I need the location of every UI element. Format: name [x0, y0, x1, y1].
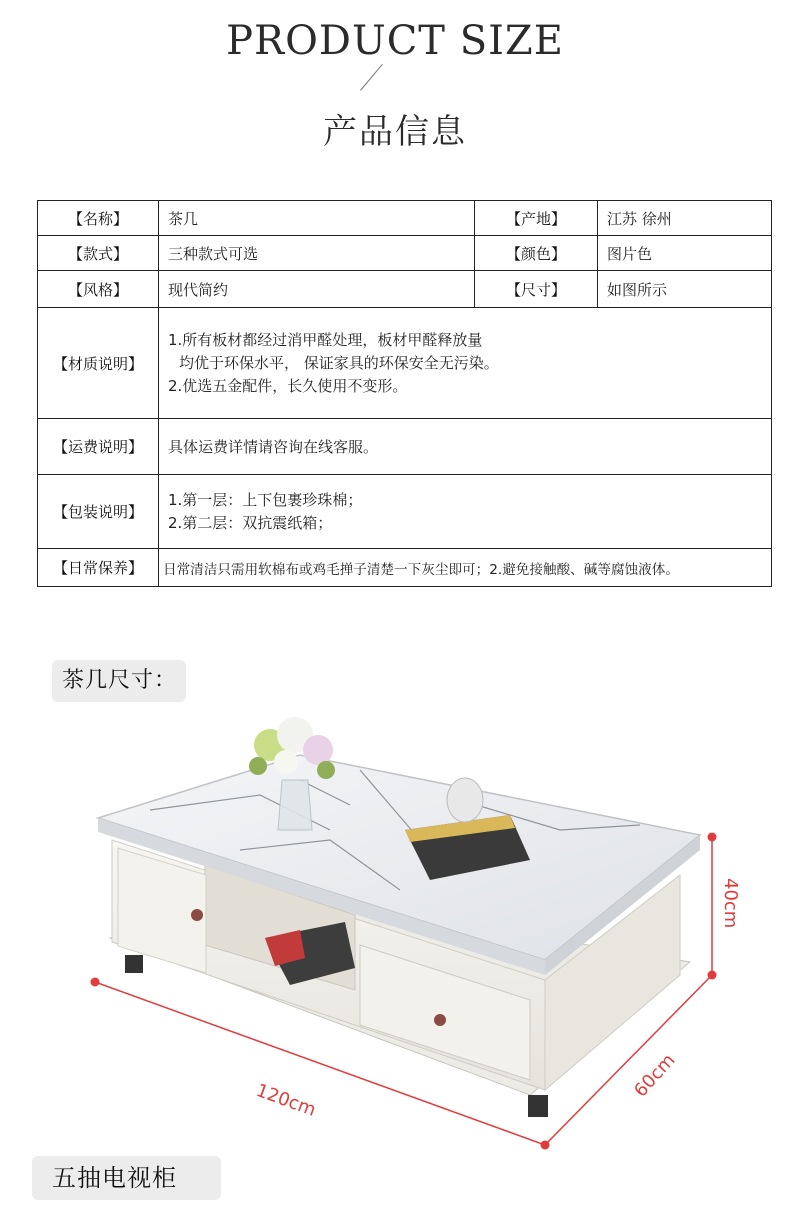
door-knob	[191, 909, 203, 921]
spec-key-material: 【材质说明】	[38, 308, 159, 419]
material-line-3: 2.优选五金配件，长久使用不变形。	[168, 376, 408, 395]
spec-row	[38, 308, 772, 419]
spec-value-design: 现代简约	[159, 271, 475, 308]
spec-row	[38, 201, 772, 236]
spec-value-style: 三种款式可选	[159, 236, 475, 271]
spec-value-shipping: 具体运费详情请咨询在线客服。	[159, 419, 772, 475]
spec-key-color: 【颜色】	[475, 236, 598, 271]
header-divider	[360, 64, 383, 91]
drawer-knob	[434, 1014, 446, 1026]
dimension-width-label: 60cm	[630, 1049, 680, 1102]
material-line-2: 均优于环保水平， 保证家具的环保安全无污染。	[179, 353, 499, 372]
spec-value-care: 日常清洁只需用软棉布或鸡毛掸子清楚一下灰尘即可；2.避免接触酸、碱等腐蚀液体。	[159, 549, 772, 587]
size-section-label: 茶几尺寸：	[52, 660, 186, 702]
spec-value-material	[159, 308, 772, 419]
spec-table	[37, 200, 772, 587]
dimension-endpoint	[708, 833, 717, 842]
leaf	[317, 761, 335, 779]
flower	[274, 750, 298, 774]
spec-key-design: 【风格】	[38, 271, 159, 308]
packing-line-1: 1.第一层：上下包裹珍珠棉；	[168, 490, 363, 509]
table-foot	[528, 1095, 548, 1117]
spec-key-origin: 【产地】	[475, 201, 598, 236]
coffee-table-illustration	[0, 700, 790, 1150]
product-name-label: 五抽电视柜	[32, 1156, 221, 1200]
header-title-en: PRODUCT SIZE	[226, 18, 564, 64]
vase	[278, 780, 312, 830]
spec-row	[38, 419, 772, 475]
table-foot	[125, 955, 143, 973]
dimension-endpoint	[91, 978, 100, 987]
header-title-cn: 产品信息	[323, 112, 467, 152]
packing-line-2: 2.第二层：双抗震纸箱；	[168, 513, 333, 532]
spec-value-color: 图片色	[598, 236, 772, 271]
dimension-length-label: 120cm	[253, 1079, 319, 1121]
flower	[303, 735, 333, 765]
spec-row	[38, 236, 772, 271]
spec-key-shipping: 【运费说明】	[38, 419, 159, 475]
spec-row	[38, 475, 772, 549]
spec-key-care: 【日常保养】	[38, 549, 159, 587]
spec-row	[38, 271, 772, 308]
spec-key-name: 【名称】	[38, 201, 159, 236]
material-line-1: 1.所有板材都经过消甲醛处理，板材甲醛释放量	[168, 330, 483, 349]
spec-row	[38, 549, 772, 587]
spec-key-size: 【尺寸】	[475, 271, 598, 308]
spec-key-packing: 【包装说明】	[38, 475, 159, 549]
dimension-height-label: 40cm	[720, 878, 741, 929]
spec-value-name: 茶几	[159, 201, 475, 236]
spec-value-origin: 江苏 徐州	[598, 201, 772, 236]
spec-value-size: 如图所示	[598, 271, 772, 308]
spec-value-packing	[159, 475, 772, 549]
spec-key-style: 【款式】	[38, 236, 159, 271]
ornament	[447, 778, 483, 822]
leaf	[249, 757, 267, 775]
